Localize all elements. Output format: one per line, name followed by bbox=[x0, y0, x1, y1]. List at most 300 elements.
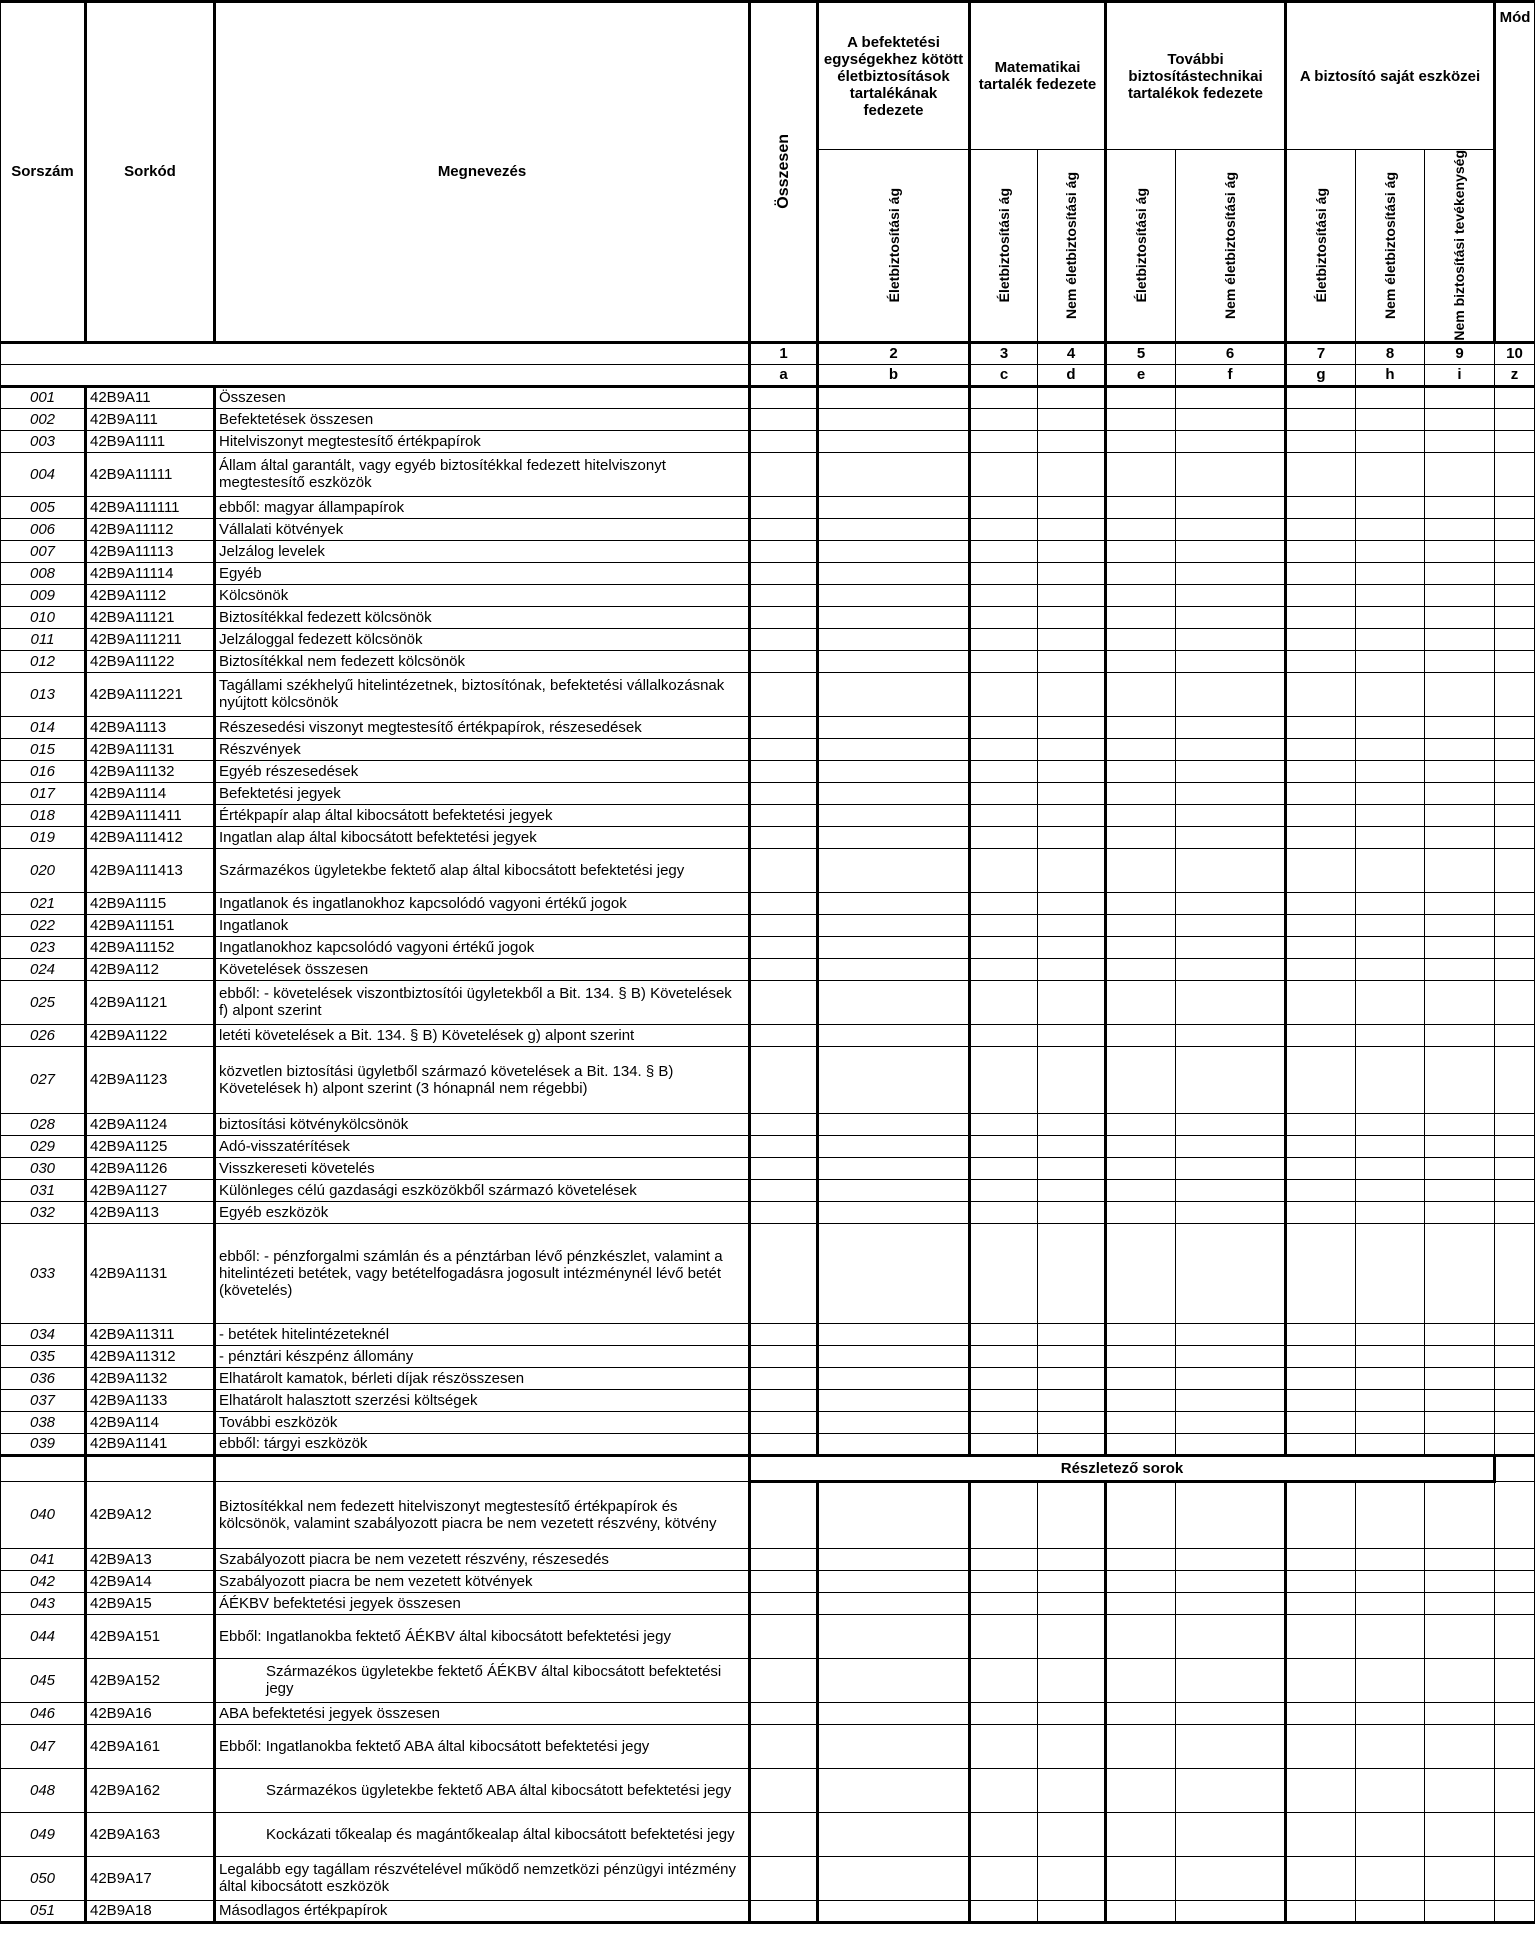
value-cell[interactable] bbox=[1106, 408, 1176, 430]
value-cell[interactable] bbox=[818, 1367, 970, 1389]
value-cell[interactable] bbox=[1495, 562, 1535, 584]
value-cell[interactable] bbox=[1106, 1323, 1176, 1345]
value-cell[interactable] bbox=[818, 1345, 970, 1367]
value-cell[interactable] bbox=[1425, 452, 1495, 496]
value-cell[interactable] bbox=[1038, 1856, 1106, 1900]
value-cell[interactable] bbox=[1356, 980, 1425, 1024]
value-cell[interactable] bbox=[818, 1024, 970, 1046]
value-cell[interactable] bbox=[1425, 562, 1495, 584]
value-cell[interactable] bbox=[1425, 628, 1495, 650]
value-cell[interactable] bbox=[750, 1481, 818, 1548]
value-cell[interactable] bbox=[1106, 1900, 1176, 1922]
value-cell[interactable] bbox=[970, 914, 1038, 936]
value-cell[interactable] bbox=[970, 452, 1038, 496]
value-cell[interactable] bbox=[1495, 408, 1535, 430]
value-cell[interactable] bbox=[1038, 1658, 1106, 1702]
value-cell[interactable] bbox=[1038, 738, 1106, 760]
value-cell[interactable] bbox=[1356, 914, 1425, 936]
value-cell[interactable] bbox=[1495, 1433, 1535, 1455]
value-cell[interactable] bbox=[1176, 716, 1286, 738]
value-cell[interactable] bbox=[750, 1345, 818, 1367]
value-cell[interactable] bbox=[1356, 540, 1425, 562]
value-cell[interactable] bbox=[1286, 1201, 1356, 1223]
value-cell[interactable] bbox=[1286, 760, 1356, 782]
value-cell[interactable] bbox=[1356, 1201, 1425, 1223]
value-cell[interactable] bbox=[750, 804, 818, 826]
value-cell[interactable] bbox=[750, 408, 818, 430]
value-cell[interactable] bbox=[818, 782, 970, 804]
value-cell[interactable] bbox=[1038, 1702, 1106, 1724]
value-cell[interactable] bbox=[1495, 958, 1535, 980]
value-cell[interactable] bbox=[1495, 1481, 1535, 1548]
value-cell[interactable] bbox=[1425, 386, 1495, 408]
value-cell[interactable] bbox=[1038, 1179, 1106, 1201]
value-cell[interactable] bbox=[1286, 1768, 1356, 1812]
value-cell[interactable] bbox=[970, 408, 1038, 430]
value-cell[interactable] bbox=[1425, 1389, 1495, 1411]
value-cell[interactable] bbox=[970, 716, 1038, 738]
value-cell[interactable] bbox=[970, 518, 1038, 540]
value-cell[interactable] bbox=[818, 892, 970, 914]
value-cell[interactable] bbox=[750, 518, 818, 540]
value-cell[interactable] bbox=[750, 1592, 818, 1614]
value-cell[interactable] bbox=[1495, 1614, 1535, 1658]
value-cell[interactable] bbox=[1425, 1658, 1495, 1702]
value-cell[interactable] bbox=[1286, 606, 1356, 628]
value-cell[interactable] bbox=[1425, 540, 1495, 562]
value-cell[interactable] bbox=[818, 1201, 970, 1223]
value-cell[interactable] bbox=[1038, 782, 1106, 804]
value-cell[interactable] bbox=[1356, 826, 1425, 848]
value-cell[interactable] bbox=[1425, 1179, 1495, 1201]
value-cell[interactable] bbox=[1176, 1345, 1286, 1367]
value-cell[interactable] bbox=[1495, 1658, 1535, 1702]
value-cell[interactable] bbox=[818, 518, 970, 540]
value-cell[interactable] bbox=[1286, 1113, 1356, 1135]
value-cell[interactable] bbox=[818, 408, 970, 430]
value-cell[interactable] bbox=[970, 386, 1038, 408]
value-cell[interactable] bbox=[818, 848, 970, 892]
value-cell[interactable] bbox=[1106, 980, 1176, 1024]
value-cell[interactable] bbox=[1356, 1024, 1425, 1046]
value-cell[interactable] bbox=[1356, 1323, 1425, 1345]
value-cell[interactable] bbox=[1106, 1592, 1176, 1614]
value-cell[interactable] bbox=[1356, 584, 1425, 606]
value-cell[interactable] bbox=[1286, 1724, 1356, 1768]
value-cell[interactable] bbox=[1425, 650, 1495, 672]
value-cell[interactable] bbox=[1038, 1046, 1106, 1113]
value-cell[interactable] bbox=[970, 650, 1038, 672]
value-cell[interactable] bbox=[1495, 430, 1535, 452]
value-cell[interactable] bbox=[1106, 914, 1176, 936]
value-cell[interactable] bbox=[1495, 1389, 1535, 1411]
value-cell[interactable] bbox=[1356, 1768, 1425, 1812]
value-cell[interactable] bbox=[1286, 562, 1356, 584]
value-cell[interactable] bbox=[818, 826, 970, 848]
value-cell[interactable] bbox=[750, 1113, 818, 1135]
value-cell[interactable] bbox=[1038, 958, 1106, 980]
value-cell[interactable] bbox=[1356, 1046, 1425, 1113]
value-cell[interactable] bbox=[1286, 496, 1356, 518]
value-cell[interactable] bbox=[818, 1592, 970, 1614]
value-cell[interactable] bbox=[1038, 1345, 1106, 1367]
value-cell[interactable] bbox=[1356, 892, 1425, 914]
value-cell[interactable] bbox=[1176, 826, 1286, 848]
value-cell[interactable] bbox=[1425, 892, 1495, 914]
value-cell[interactable] bbox=[1425, 826, 1495, 848]
value-cell[interactable] bbox=[1038, 936, 1106, 958]
value-cell[interactable] bbox=[818, 1389, 970, 1411]
value-cell[interactable] bbox=[750, 1411, 818, 1433]
value-cell[interactable] bbox=[1495, 540, 1535, 562]
value-cell[interactable] bbox=[1286, 1614, 1356, 1658]
value-cell[interactable] bbox=[1286, 452, 1356, 496]
value-cell[interactable] bbox=[1106, 1411, 1176, 1433]
value-cell[interactable] bbox=[1176, 1323, 1286, 1345]
value-cell[interactable] bbox=[1286, 958, 1356, 980]
value-cell[interactable] bbox=[1425, 408, 1495, 430]
value-cell[interactable] bbox=[1286, 738, 1356, 760]
value-cell[interactable] bbox=[750, 1658, 818, 1702]
value-cell[interactable] bbox=[1425, 1614, 1495, 1658]
value-cell[interactable] bbox=[750, 936, 818, 958]
value-cell[interactable] bbox=[1176, 584, 1286, 606]
value-cell[interactable] bbox=[1425, 1812, 1495, 1856]
value-cell[interactable] bbox=[1286, 386, 1356, 408]
value-cell[interactable] bbox=[1356, 1367, 1425, 1389]
value-cell[interactable] bbox=[818, 1900, 970, 1922]
value-cell[interactable] bbox=[1286, 826, 1356, 848]
value-cell[interactable] bbox=[1495, 1345, 1535, 1367]
value-cell[interactable] bbox=[970, 1201, 1038, 1223]
value-cell[interactable] bbox=[1495, 1702, 1535, 1724]
value-cell[interactable] bbox=[818, 1433, 970, 1455]
value-cell[interactable] bbox=[1106, 1046, 1176, 1113]
value-cell[interactable] bbox=[1176, 1856, 1286, 1900]
value-cell[interactable] bbox=[970, 606, 1038, 628]
value-cell[interactable] bbox=[1495, 1548, 1535, 1570]
value-cell[interactable] bbox=[1176, 1702, 1286, 1724]
value-cell[interactable] bbox=[1106, 606, 1176, 628]
value-cell[interactable] bbox=[1176, 1389, 1286, 1411]
value-cell[interactable] bbox=[1286, 1433, 1356, 1455]
value-cell[interactable] bbox=[1495, 1201, 1535, 1223]
value-cell[interactable] bbox=[1356, 430, 1425, 452]
value-cell[interactable] bbox=[1038, 496, 1106, 518]
value-cell[interactable] bbox=[750, 1900, 818, 1922]
value-cell[interactable] bbox=[1495, 1724, 1535, 1768]
value-cell[interactable] bbox=[1356, 1411, 1425, 1433]
value-cell[interactable] bbox=[1106, 584, 1176, 606]
value-cell[interactable] bbox=[750, 1570, 818, 1592]
value-cell[interactable] bbox=[1425, 1113, 1495, 1135]
value-cell[interactable] bbox=[1495, 1768, 1535, 1812]
value-cell[interactable] bbox=[1286, 980, 1356, 1024]
value-cell[interactable] bbox=[1038, 980, 1106, 1024]
value-cell[interactable] bbox=[818, 1223, 970, 1323]
value-cell[interactable] bbox=[1356, 1223, 1425, 1323]
value-cell[interactable] bbox=[1425, 1856, 1495, 1900]
value-cell[interactable] bbox=[750, 1702, 818, 1724]
value-cell[interactable] bbox=[1425, 606, 1495, 628]
value-cell[interactable] bbox=[818, 1481, 970, 1548]
value-cell[interactable] bbox=[750, 1024, 818, 1046]
value-cell[interactable] bbox=[1176, 1724, 1286, 1768]
value-cell[interactable] bbox=[970, 430, 1038, 452]
value-cell[interactable] bbox=[1425, 1592, 1495, 1614]
value-cell[interactable] bbox=[1356, 1135, 1425, 1157]
value-cell[interactable] bbox=[1106, 1614, 1176, 1658]
value-cell[interactable] bbox=[1356, 1592, 1425, 1614]
value-cell[interactable] bbox=[1176, 1411, 1286, 1433]
value-cell[interactable] bbox=[1176, 1812, 1286, 1856]
value-cell[interactable] bbox=[1425, 1768, 1495, 1812]
value-cell[interactable] bbox=[970, 848, 1038, 892]
value-cell[interactable] bbox=[1176, 782, 1286, 804]
value-cell[interactable] bbox=[1038, 716, 1106, 738]
value-cell[interactable] bbox=[1425, 760, 1495, 782]
value-cell[interactable] bbox=[1106, 958, 1176, 980]
value-cell[interactable] bbox=[1286, 628, 1356, 650]
value-cell[interactable] bbox=[1176, 958, 1286, 980]
value-cell[interactable] bbox=[1176, 1135, 1286, 1157]
value-cell[interactable] bbox=[1495, 672, 1535, 716]
value-cell[interactable] bbox=[1286, 804, 1356, 826]
value-cell[interactable] bbox=[1425, 936, 1495, 958]
value-cell[interactable] bbox=[818, 628, 970, 650]
value-cell[interactable] bbox=[1495, 826, 1535, 848]
value-cell[interactable] bbox=[1495, 496, 1535, 518]
value-cell[interactable] bbox=[1425, 1135, 1495, 1157]
value-cell[interactable] bbox=[1286, 1323, 1356, 1345]
value-cell[interactable] bbox=[1106, 518, 1176, 540]
value-cell[interactable] bbox=[1176, 1768, 1286, 1812]
value-cell[interactable] bbox=[1425, 518, 1495, 540]
value-cell[interactable] bbox=[1176, 1179, 1286, 1201]
value-cell[interactable] bbox=[1286, 1135, 1356, 1157]
value-cell[interactable] bbox=[970, 1481, 1038, 1548]
value-cell[interactable] bbox=[970, 1113, 1038, 1135]
value-cell[interactable] bbox=[818, 1614, 970, 1658]
value-cell[interactable] bbox=[1106, 386, 1176, 408]
value-cell[interactable] bbox=[1176, 1592, 1286, 1614]
value-cell[interactable] bbox=[1176, 386, 1286, 408]
value-cell[interactable] bbox=[1356, 804, 1425, 826]
value-cell[interactable] bbox=[750, 1367, 818, 1389]
value-cell[interactable] bbox=[1356, 1856, 1425, 1900]
value-cell[interactable] bbox=[1106, 1433, 1176, 1455]
value-cell[interactable] bbox=[1106, 452, 1176, 496]
value-cell[interactable] bbox=[1176, 430, 1286, 452]
value-cell[interactable] bbox=[1176, 496, 1286, 518]
value-cell[interactable] bbox=[750, 584, 818, 606]
value-cell[interactable] bbox=[1038, 1481, 1106, 1548]
value-cell[interactable] bbox=[1106, 1179, 1176, 1201]
value-cell[interactable] bbox=[818, 584, 970, 606]
value-cell[interactable] bbox=[750, 430, 818, 452]
value-cell[interactable] bbox=[1176, 1658, 1286, 1702]
value-cell[interactable] bbox=[970, 782, 1038, 804]
value-cell[interactable] bbox=[1176, 914, 1286, 936]
value-cell[interactable] bbox=[1176, 1367, 1286, 1389]
value-cell[interactable] bbox=[1286, 892, 1356, 914]
value-cell[interactable] bbox=[1106, 1856, 1176, 1900]
value-cell[interactable] bbox=[1356, 1548, 1425, 1570]
value-cell[interactable] bbox=[1425, 1548, 1495, 1570]
value-cell[interactable] bbox=[1286, 782, 1356, 804]
value-cell[interactable] bbox=[1356, 496, 1425, 518]
value-cell[interactable] bbox=[1495, 650, 1535, 672]
value-cell[interactable] bbox=[970, 1223, 1038, 1323]
value-cell[interactable] bbox=[1286, 848, 1356, 892]
value-cell[interactable] bbox=[970, 672, 1038, 716]
value-cell[interactable] bbox=[1286, 1411, 1356, 1433]
value-cell[interactable] bbox=[1495, 606, 1535, 628]
value-cell[interactable] bbox=[970, 1046, 1038, 1113]
value-cell[interactable] bbox=[1356, 782, 1425, 804]
value-cell[interactable] bbox=[818, 980, 970, 1024]
value-cell[interactable] bbox=[750, 1768, 818, 1812]
value-cell[interactable] bbox=[1176, 540, 1286, 562]
value-cell[interactable] bbox=[750, 1135, 818, 1157]
value-cell[interactable] bbox=[1176, 650, 1286, 672]
value-cell[interactable] bbox=[1356, 1113, 1425, 1135]
value-cell[interactable] bbox=[1425, 782, 1495, 804]
value-cell[interactable] bbox=[1106, 826, 1176, 848]
value-cell[interactable] bbox=[1106, 1724, 1176, 1768]
value-cell[interactable] bbox=[1106, 562, 1176, 584]
value-cell[interactable] bbox=[1176, 628, 1286, 650]
value-cell[interactable] bbox=[970, 980, 1038, 1024]
value-cell[interactable] bbox=[970, 936, 1038, 958]
value-cell[interactable] bbox=[1356, 1481, 1425, 1548]
value-cell[interactable] bbox=[1425, 980, 1495, 1024]
value-cell[interactable] bbox=[970, 958, 1038, 980]
value-cell[interactable] bbox=[1038, 804, 1106, 826]
value-cell[interactable] bbox=[1356, 650, 1425, 672]
value-cell[interactable] bbox=[970, 562, 1038, 584]
value-cell[interactable] bbox=[1106, 1345, 1176, 1367]
value-cell[interactable] bbox=[1425, 1724, 1495, 1768]
value-cell[interactable] bbox=[970, 1614, 1038, 1658]
value-cell[interactable] bbox=[818, 1658, 970, 1702]
value-cell[interactable] bbox=[1106, 1702, 1176, 1724]
value-cell[interactable] bbox=[1286, 408, 1356, 430]
value-cell[interactable] bbox=[1038, 452, 1106, 496]
value-cell[interactable] bbox=[970, 1658, 1038, 1702]
value-cell[interactable] bbox=[970, 1433, 1038, 1455]
value-cell[interactable] bbox=[1286, 650, 1356, 672]
value-cell[interactable] bbox=[970, 1179, 1038, 1201]
value-cell[interactable] bbox=[1106, 1223, 1176, 1323]
value-cell[interactable] bbox=[1038, 1157, 1106, 1179]
value-cell[interactable] bbox=[750, 1389, 818, 1411]
value-cell[interactable] bbox=[970, 1548, 1038, 1570]
value-cell[interactable] bbox=[1356, 386, 1425, 408]
value-cell[interactable] bbox=[1495, 1900, 1535, 1922]
value-cell[interactable] bbox=[1356, 1812, 1425, 1856]
value-cell[interactable] bbox=[1495, 1570, 1535, 1592]
value-cell[interactable] bbox=[1356, 1389, 1425, 1411]
value-cell[interactable] bbox=[1495, 848, 1535, 892]
value-cell[interactable] bbox=[1038, 628, 1106, 650]
value-cell[interactable] bbox=[1495, 936, 1535, 958]
value-cell[interactable] bbox=[818, 1548, 970, 1570]
value-cell[interactable] bbox=[1286, 672, 1356, 716]
value-cell[interactable] bbox=[1286, 1481, 1356, 1548]
value-cell[interactable] bbox=[1106, 936, 1176, 958]
value-cell[interactable] bbox=[1176, 1614, 1286, 1658]
value-cell[interactable] bbox=[1038, 1323, 1106, 1345]
value-cell[interactable] bbox=[1495, 914, 1535, 936]
value-cell[interactable] bbox=[818, 672, 970, 716]
value-cell[interactable] bbox=[1176, 1433, 1286, 1455]
value-cell[interactable] bbox=[1038, 1548, 1106, 1570]
value-cell[interactable] bbox=[1495, 760, 1535, 782]
value-cell[interactable] bbox=[1038, 408, 1106, 430]
value-cell[interactable] bbox=[750, 826, 818, 848]
value-cell[interactable] bbox=[1425, 1201, 1495, 1223]
value-cell[interactable] bbox=[1038, 1614, 1106, 1658]
value-cell[interactable] bbox=[818, 958, 970, 980]
value-cell[interactable] bbox=[1495, 1113, 1535, 1135]
value-cell[interactable] bbox=[818, 1411, 970, 1433]
value-cell[interactable] bbox=[1356, 1900, 1425, 1922]
value-cell[interactable] bbox=[970, 738, 1038, 760]
value-cell[interactable] bbox=[750, 1812, 818, 1856]
value-cell[interactable] bbox=[1038, 562, 1106, 584]
value-cell[interactable] bbox=[1038, 914, 1106, 936]
value-cell[interactable] bbox=[1106, 1135, 1176, 1157]
value-cell[interactable] bbox=[1106, 496, 1176, 518]
value-cell[interactable] bbox=[1038, 540, 1106, 562]
value-cell[interactable] bbox=[818, 1724, 970, 1768]
value-cell[interactable] bbox=[1425, 914, 1495, 936]
value-cell[interactable] bbox=[750, 892, 818, 914]
value-cell[interactable] bbox=[1106, 782, 1176, 804]
value-cell[interactable] bbox=[1038, 1223, 1106, 1323]
value-cell[interactable] bbox=[750, 672, 818, 716]
value-cell[interactable] bbox=[1425, 672, 1495, 716]
value-cell[interactable] bbox=[1495, 386, 1535, 408]
value-cell[interactable] bbox=[818, 650, 970, 672]
value-cell[interactable] bbox=[1356, 1179, 1425, 1201]
value-cell[interactable] bbox=[818, 496, 970, 518]
value-cell[interactable] bbox=[1106, 738, 1176, 760]
value-cell[interactable] bbox=[818, 914, 970, 936]
value-cell[interactable] bbox=[750, 1157, 818, 1179]
value-cell[interactable] bbox=[1356, 958, 1425, 980]
value-cell[interactable] bbox=[750, 1223, 818, 1323]
value-cell[interactable] bbox=[750, 980, 818, 1024]
value-cell[interactable] bbox=[1495, 782, 1535, 804]
value-cell[interactable] bbox=[1286, 584, 1356, 606]
value-cell[interactable] bbox=[970, 1856, 1038, 1900]
value-cell[interactable] bbox=[1106, 1367, 1176, 1389]
value-cell[interactable] bbox=[1176, 892, 1286, 914]
value-cell[interactable] bbox=[1038, 1592, 1106, 1614]
value-cell[interactable] bbox=[750, 496, 818, 518]
value-cell[interactable] bbox=[1106, 804, 1176, 826]
value-cell[interactable] bbox=[1356, 1433, 1425, 1455]
value-cell[interactable] bbox=[1286, 1345, 1356, 1367]
value-cell[interactable] bbox=[750, 1433, 818, 1455]
value-cell[interactable] bbox=[1286, 1812, 1356, 1856]
value-cell[interactable] bbox=[1106, 672, 1176, 716]
value-cell[interactable] bbox=[1286, 936, 1356, 958]
value-cell[interactable] bbox=[1106, 1658, 1176, 1702]
value-cell[interactable] bbox=[1356, 716, 1425, 738]
